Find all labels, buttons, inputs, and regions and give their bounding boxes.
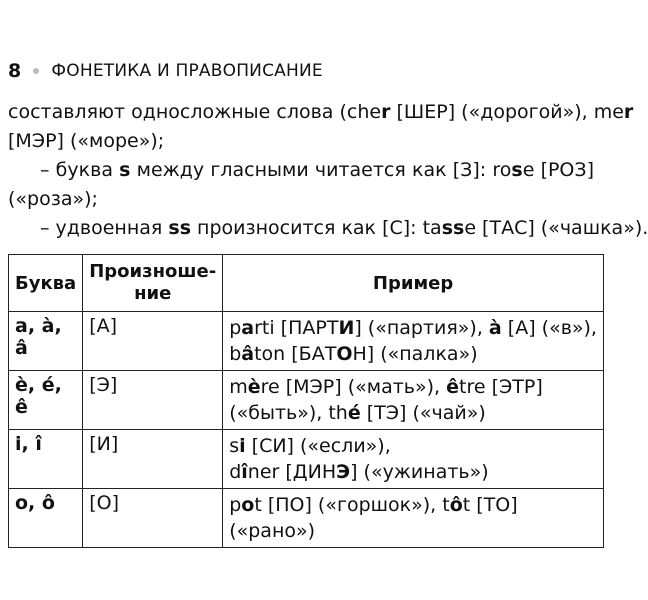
text-line: («роза»); <box>8 188 98 210</box>
cell-letter: i, î <box>9 430 83 489</box>
header-letter: Буква <box>9 255 83 312</box>
cell-example: mère [МЭР] («мать»), être [ЭТР] («быть»), thé [ТЭ] («чай») <box>223 371 604 430</box>
cell-example: pot [ПО] («горшок»), tôt [ТО] («рано») <box>223 489 604 548</box>
paragraph-3 <box>8 214 648 243</box>
cell-letter: o, ô <box>9 489 83 548</box>
table-row <box>9 371 604 430</box>
table-row <box>9 312 604 371</box>
body-text <box>8 98 648 243</box>
text-line: составляют односложные слова (cher [ШЕР] («дорогой»), mer <box>8 101 634 123</box>
text-line: [МЭР] («море»); <box>8 130 165 152</box>
text-line: – буква s между гласными читается как [З]: rose [РОЗ] <box>40 159 594 181</box>
cell-pronunciation: [Э] <box>83 371 223 430</box>
page-header <box>8 60 323 82</box>
cell-pronunciation: [И] <box>83 430 223 489</box>
bullet-dot-icon <box>33 68 39 74</box>
table-row <box>9 430 604 489</box>
chapter-title: ФОНЕТИКА И ПРАВОПИСАНИЕ <box>51 61 323 81</box>
pronunciation-table <box>8 254 604 548</box>
paragraph-2 <box>8 156 594 214</box>
table-row <box>9 489 604 548</box>
cell-pronunciation: [А] <box>83 312 223 371</box>
table-header-row <box>9 255 604 312</box>
header-pronunciation: Произноше- ние <box>83 255 223 312</box>
header-example: Пример <box>223 255 604 312</box>
cell-pronunciation: [О] <box>83 489 223 548</box>
text-line: – удвоенная ss произносится как [С]: tasse [ТАС] («чашка»). <box>40 217 648 239</box>
cell-letter: è, é, ê <box>9 371 83 430</box>
cell-letter: a, à, â <box>9 312 83 371</box>
cell-example: si [СИ] («если»), dîner [ДИНЭ] («ужинать») <box>223 430 604 489</box>
page-number: 8 <box>8 60 22 82</box>
paragraph-1 <box>8 98 634 156</box>
cell-example: parti [ПАРТИ] («партия»), à [А] («в»), bâton [БАТОН] («палка») <box>223 312 604 371</box>
